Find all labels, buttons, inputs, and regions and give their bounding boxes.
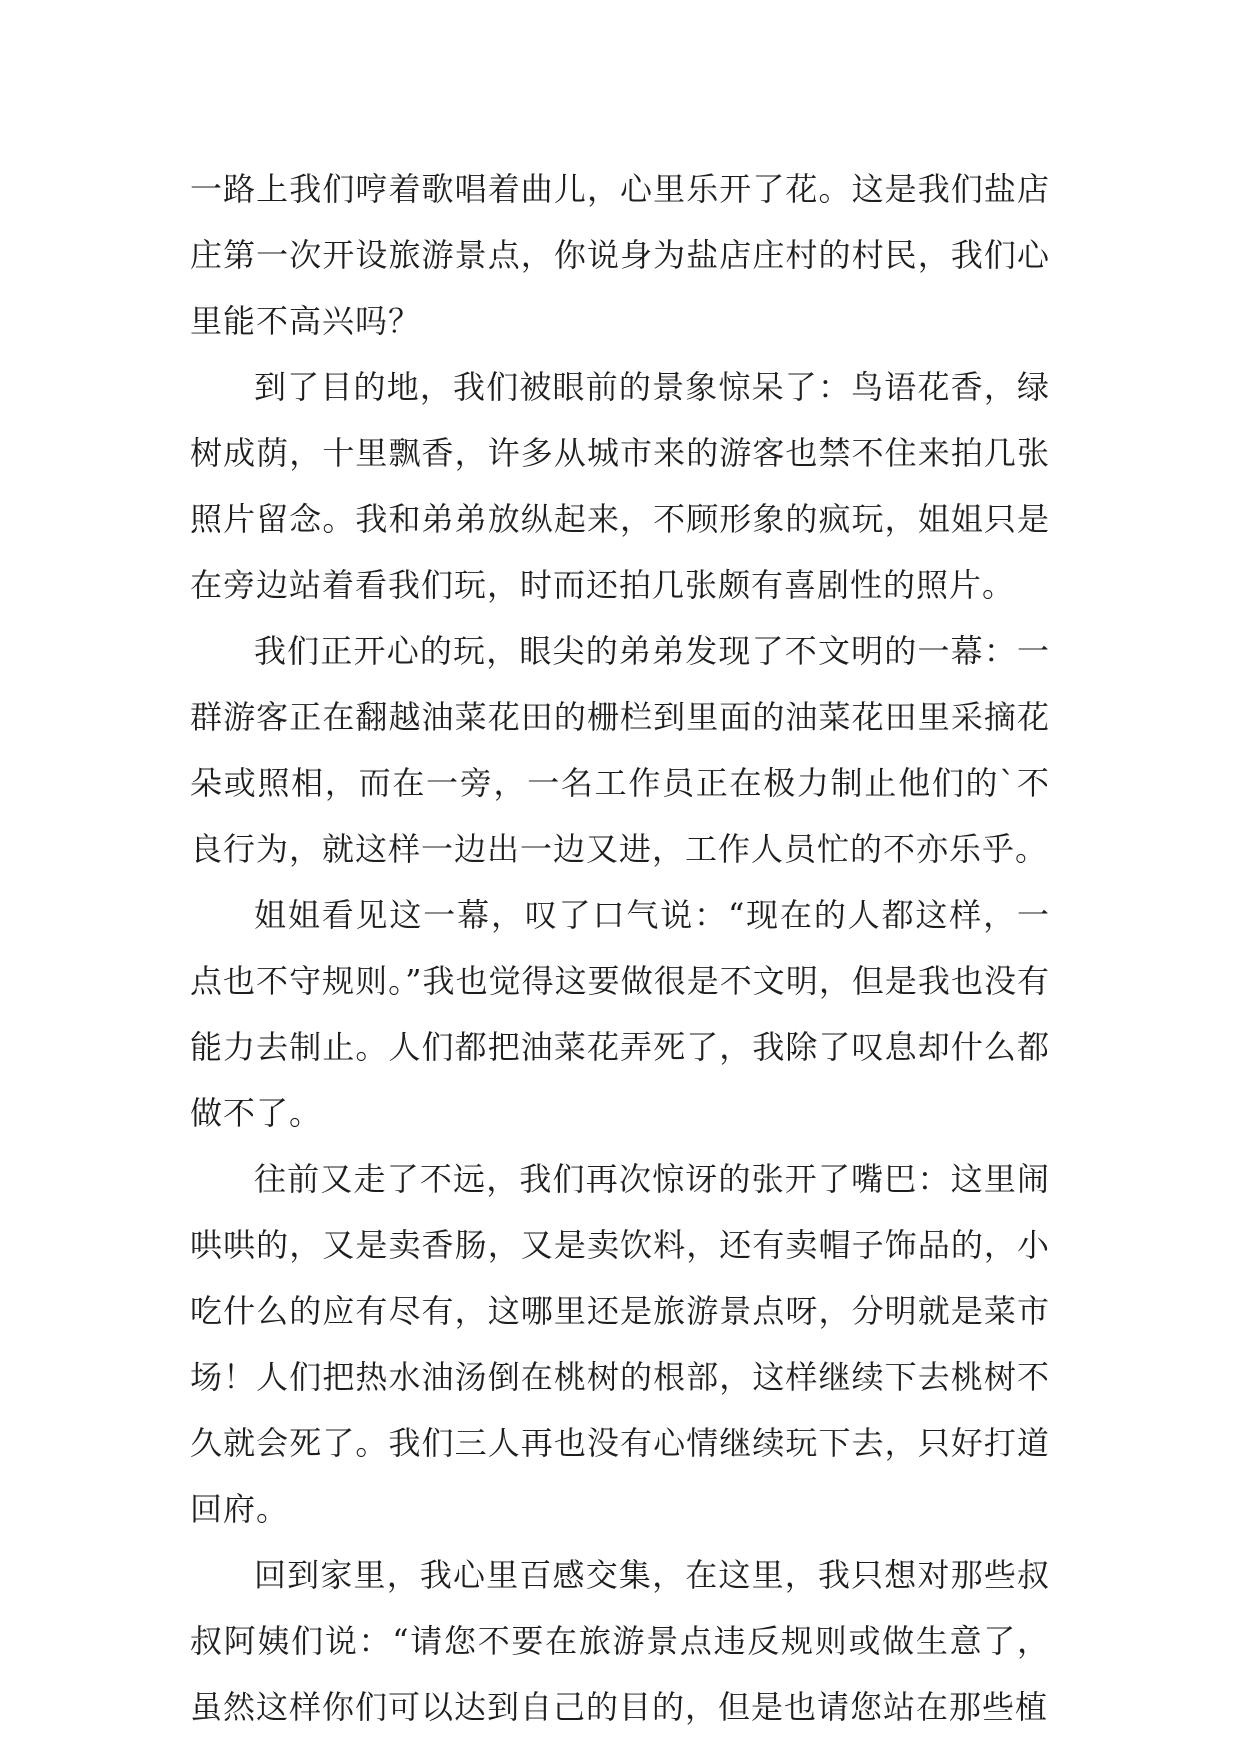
paragraph-1: 一路上我们哼着歌唱着曲儿，心里乐开了花。这是我们盐店庄第一次开设旅游景点，你说身为盐店庄村的村民，我们心里能不高兴吗？ [190,170,1050,340]
paragraph-5: 往前又走了不远，我们再次惊讶的张开了嘴巴：这里闹哄哄的，又是卖香肠，又是卖饮料，还有卖帽子饰品的，小吃什么的应有尽有，这哪里还是旅游景点呀，分明就是菜市场！人们把热水油汤倒在桃树的根部，这样继续下去桃树不久就会死了。我们三人再也没有心情继续玩下去，只好打道回府。 [190,1160,1050,1528]
paragraph-4: 姐姐看见这一幕，叹了口气说：“现在的人都这样，一点也不守规则。”我也觉得这要做很是不文明，但是我也没有能力去制止。人们都把油菜花弄死了，我除了叹息却什么都做不了。 [190,896,1050,1132]
paragraph-2: 到了目的地，我们被眼前的景象惊呆了：鸟语花香，绿树成荫，十里飘香，许多从城市来的游客也禁不住来拍几张照片留念。我和弟弟放纵起来，不顾形象的疯玩，姐姐只是在旁边站着看我们玩，时而还拍几张颇有喜剧性的照片。 [190,368,1050,604]
body-text [190,156,1050,1740]
paragraph-3: 我们正开心的玩，眼尖的弟弟发现了不文明的一幕：一群游客正在翻越油菜花田的栅栏到里面的油菜花田里采摘花朵或照相，而在一旁，一名工作员正在极力制止他们的`不良行为，就这样一边出一边又进，工作人员忙的不亦乐乎。 [190,632,1050,868]
paragraph-6: 回到家里，我心里百感交集，在这里，我只想对那些叔叔阿姨们说：“请您不要在旅游景点违反规则或做生意了，虽然这样你们可以达到自己的目的，但是也请您站在那些植 [190,1556,1050,1726]
